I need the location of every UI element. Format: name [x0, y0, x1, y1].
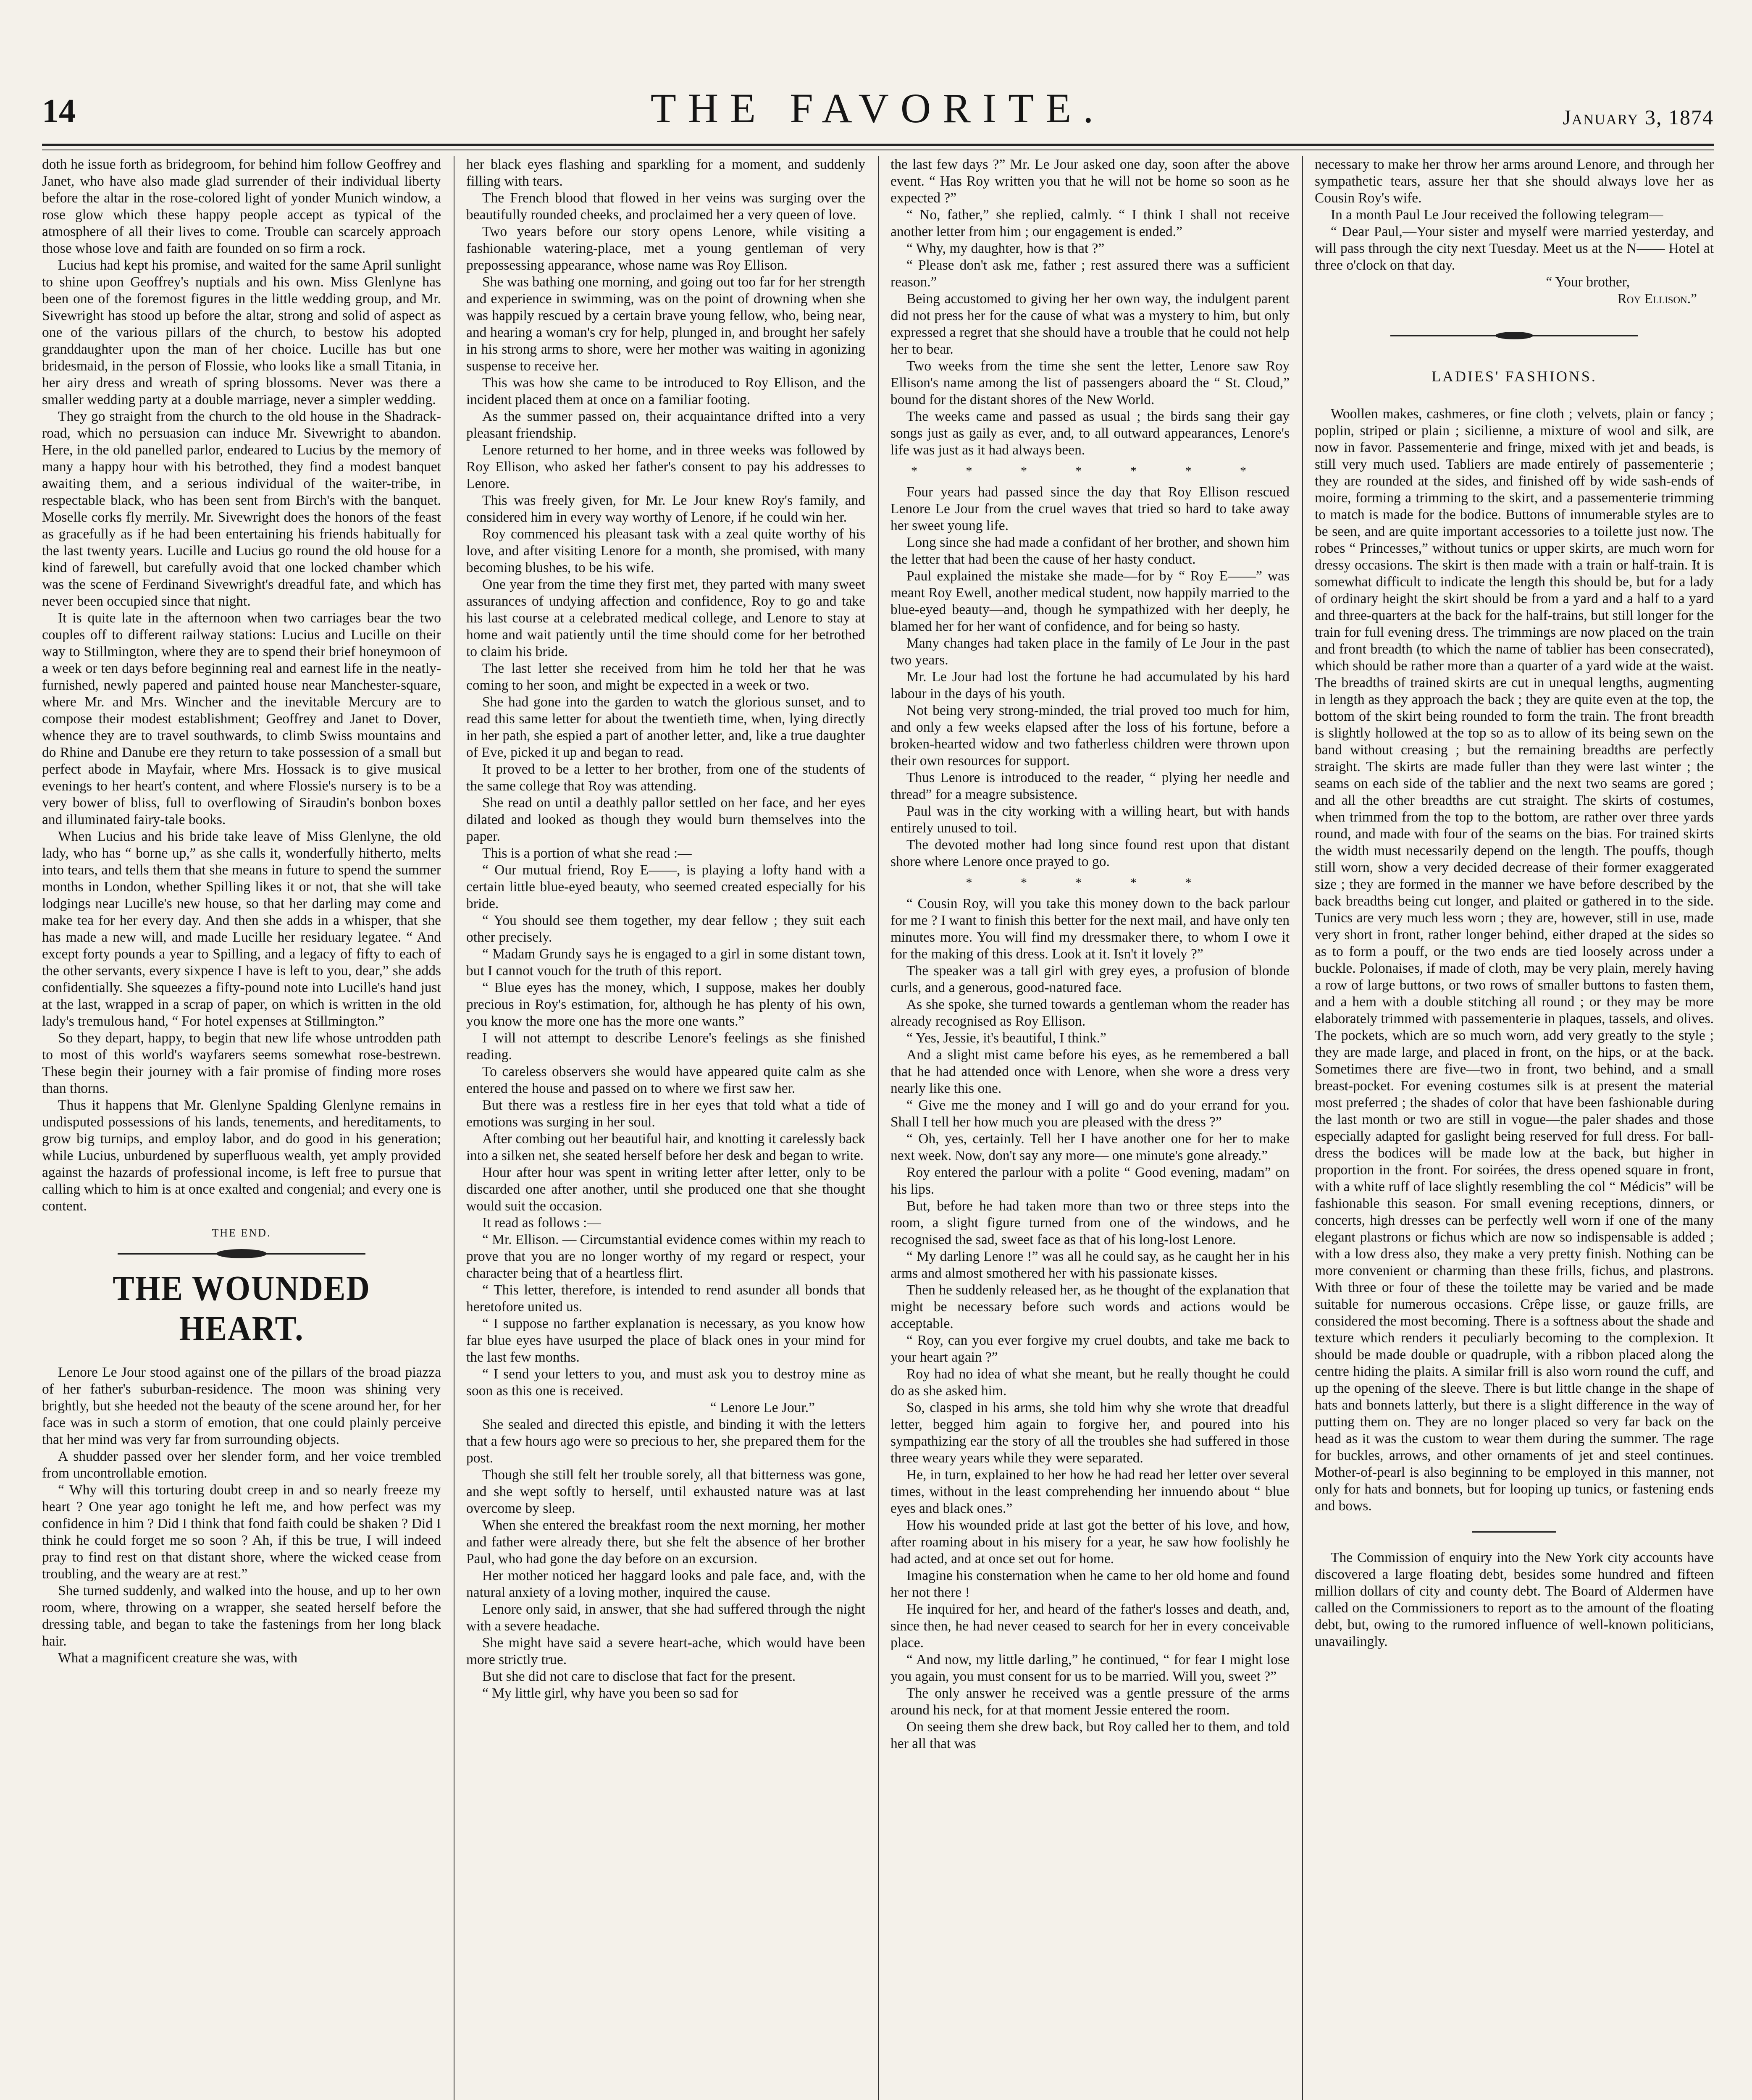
paragraph: On seeing them she drew back, but Roy called her to them, and told her all that was [890, 1719, 1290, 1751]
paragraph: Though she still felt her trouble sorely, all that bitterness was gone, and she wept softly to herself, until exhausted nature was at last overcome by sleep. [466, 1467, 865, 1516]
paragraph: I will not attempt to describe Lenore's feelings as she finished reading. [466, 1030, 865, 1063]
paragraph: Two weeks from the time she sent the letter, Lenore saw Roy Ellison's name among the list of passengers aboard the “ St. Cloud,” bound for the distant shores of the New World. [890, 358, 1290, 407]
paragraph: Paul explained the mistake she made—for by “ Roy E——” was meant Roy Ewell, another medical student, now happily married to the blue-eyed beauty—and, though he sympathized with her deeply, he blamed her for her want of confidence, and for being so hasty. [890, 568, 1290, 634]
telegram-text: “ Dear Paul,—Your sister and myself were married yesterday, and will pass through the city next Tuesday. Meet us at the N—— Hotel at three o'clock on that day. [1315, 224, 1714, 273]
paragraph: Long since she had made a confidant of her brother, and shown him the letter that had been the cause of her hasty conduct. [890, 535, 1290, 567]
telegram-signature: Roy Ellison.” [1617, 291, 1697, 307]
fashion-article: Woollen makes, cashmeres, or fine cloth ; velvets, plain or fancy ; poplin, striped or plain ; sicilienne, a mixture of wool and silk, are now in favor. Passementerie and fringe, mixed with jet and beads, is still very much used. Tabliers are made entirely of passementerie ; they are rounded at the sides, and finished off by wide sash-ends of moire, forming a trimming to the skirt, and a passementerie trimming to match is made for the bodice. Buttons of innumerable styles are to be seen, and are quite important accessories to a toilette just now. The robes “ Princesses,” without tunics or upper skirts, are much worn for dressy occasions. The skirt is then made with a train or half-train. It is somewhat difficult to indicate the length this should be, but for a lady of ordinary height the skirt should be from a yard and a half to a yard and three-quarters at the back for the half-trains, but still longer for the train for full evening dress. The trimmings are now placed on the train and front breadth (to which the name of tablier has been consecrated), which should be rather more than a quarter of a yard wide at the waist. The breadths of trained skirts are cut in unequal lengths, augmenting in length as they approach the back ; they are quite even at the top, the bottom of the skirt being rounded to form the train. The front breadth is slightly hollowed at the top so as to allow of its being sewn on the band without creasing ; but the remaining breadths are perfectly straight. The skirts are made fuller than they were last winter ; the seams on each side of the tablier and the next two seams are gored ; and all the other breadths are cut straight. The skirts of costumes, when trimmed from the top to the bottom, are rather over three yards round, and made with four of the seams on the bias. For trained skirts the width must necessarily depend on the length. The pouffs, though still worn, show a very decided decrease of their former exaggerated size ; they are formed in the manner we have before described by the back breadths being cut longer, and plaited or gathered in to the side. Tunics are very much less worn ; they are, however, still in use, made very short in front, rather longer behind, either draped at the sides so as to form a pouff, or the two ends are tied loosely across under a buckle. Polonaises, if made of cloth, may be very plain, merely having a row of large buttons, or two rows of smaller buttons to fasten them, and a hem with a double stitching all round ; or they may be more elaborately trimmed with passementerie in plaques, tassels, and olives. The pockets, which are so much worn, add very greatly to the style ; they are made large, and placed in front, on the hips, or at the back. Sometimes there are five—two in front, two behind, and a small breast-pocket. For evening costumes silk is at present the material most preferred ; the shades of color that have been fashionable during the last month or two are still in vogue—the paler shades and those especially adapted for gaslight being reserved for full dress. For ball-dress the bodices will be made low at the back, but higher in proportion in the front. For soirées, the dress opened square in front, with a white ruff of lace slightly resembling the col “ Médicis” will be fashionable this season. For small evening receptions, dinners, or concerts, high dresses can be perfectly well worn if one of the many elegant plastrons or fichus which are now so indispensable is added ; with a low dress also, they make a very pretty finish. Nothing can be more convenient or charming than these frills, fichus, and plastrons. With three or four of these the toilette may be varied and be made suitable for numerous occasions. Crêpe lisse, or gauze frills, are considered the most becoming. There is a softness about the shade and texture which renders it peculiarly becoming to the complexion. It should be made double or quadruple, with a ribbon placed along the centre hiding the plaits. A similar frill is also worn round the cuff, and up the opening of the sleeve. There is but little change in the shape of hats and bonnets latterly, but there is a slight difference in the way of putting them on. They are no longer placed so very far back on the head as it was the custom to wear them during the summer. The rage for buckles, arrows, and other ornaments of jet and steel continues. Mother-of-pearl is also beginning to be employed in this manner, not only for hats and bonnets, but for looping up tunics, or fastening ends and bows. [1315, 406, 1714, 1514]
ornamental-rule [42, 1247, 441, 1261]
paragraph: Roy commenced his pleasant task with a zeal quite worthy of his love, and after visiting Lenore for a month, she promised, with many becoming blushes, to be his wife. [466, 526, 865, 575]
paragraph: But, before he had taken more than two or three steps into the room, a slight figure turned from one of the windows, and he recognised the sad, sweet face as that of his long-lost Lenore. [890, 1198, 1290, 1247]
paragraph: the last few days ?” Mr. Le Jour asked one day, soon after the above event. “ Has Roy written you that he will not be home so soon as he expected ?” [890, 157, 1290, 206]
paragraph: “ Blue eyes has the money, which, I suppose, makes her doubly precious in Roy's estimation, for, although he has plenty of his own, you know the more one has the more one wants.” [466, 980, 865, 1029]
masthead-rule [42, 144, 1714, 150]
paragraph: “ Give me the money and I will go and do your errand for you. Shall I tell her how much you are pleased with the dress ?” [890, 1097, 1290, 1130]
paragraph: “ Roy, can you ever forgive my cruel doubts, and take me back to your heart again ?” [890, 1333, 1290, 1365]
paragraph: “ My little girl, why have you been so sad for [482, 1685, 738, 1701]
paragraph: “ Mr. Ellison. — Circumstantial evidence comes within my reach to prove that you are no longer worthy of my regard or respect, your character being that of a heartless flirt. [466, 1232, 865, 1281]
paragraph: He, in turn, explained to her how he had read her letter over several times, without in the least comprehending her innuendo about “ blue eyes and black ones.” [890, 1467, 1290, 1516]
paragraph: “ No, father,” she replied, calmly. “ I think I shall not receive another letter from him ; our engagement is ended.” [890, 207, 1290, 239]
paragraph: Imagine his consternation when he came to her old home and found her not there ! [890, 1568, 1290, 1600]
paragraph: “ You should see them together, my dear fellow ; they suit each other precisely. [466, 913, 865, 945]
paragraph: “ I suppose no farther explanation is necessary, as you know how far blue eyes have usurped the place of black ones in your mind for the last few months. [466, 1316, 865, 1365]
paragraph: The only answer he received was a gentle pressure of the arms around his neck, for at that moment Jessie entered the room. [890, 1685, 1290, 1718]
column-divider [878, 156, 879, 2100]
column-3 [890, 156, 1290, 2100]
paragraph: The last letter she received from him he told her that he was coming to her soon, and might be expected in a week or two. [466, 661, 865, 693]
paragraph: Roy entered the parlour with a polite “ Good evening, madam” on his lips. [890, 1165, 1290, 1197]
paragraph: She turned suddenly, and walked into the house, and up to her own room, where, throwing on a wrapper, she seated herself before the dressing table, and began to take the fastenings from her long black hair. [42, 1583, 441, 1649]
ornamental-rule [1315, 328, 1714, 343]
letter-signature: “ Lenore Le Jour.” [710, 1400, 815, 1415]
paragraph: Lenore returned to her home, and in three weeks was followed by Roy Ellison, who asked her father's consent to pay his addresses to Lenore. [466, 442, 865, 491]
paragraph: They go straight from the church to the old house in the Shadrack-road, which no persuasion can induce Mr. Sivewright to abandon. Here, in the old panelled parlor, endeared to Lucius by the memory of many a happy hour with his betrothed, they find a modest banquet awaiting them, and a serious individual of the waiter-tribe, in respectable black, who has been sent from Birch's with the banquet. Moselle corks fly merrily. Mr. Sivewright does the honors of the feast as gracefully as if he had been entertaining his friends habitually for the last twenty years. Lucille and Lucius go round the old house for a kind of farewell, but carefully avoid that one locked chamber which was the scene of Ferdinand Sivewright's dreadful fate, and which has never been occupied since that night. [42, 409, 441, 609]
paragraph: Mr. Le Jour had lost the fortune he had accumulated by his hard labour in the days of his youth. [890, 669, 1290, 701]
section-break-stars: * * * * * [966, 876, 1214, 890]
paragraph: A shudder passed over her slender form, and her voice trembled from uncontrollable emotion. [42, 1449, 441, 1481]
paragraph: “ My darling Lenore !” was all he could say, as he caught her in his arms and almost smothered her with his passionate kisses. [890, 1249, 1290, 1281]
paragraph: The devoted mother had long since found rest upon that distant shore where Lenore once prayed to go. [890, 837, 1290, 869]
paragraph: Two years before our story opens Lenore, while visiting a fashionable watering-place, met a young gentleman of very prepossessing appearance, whose name was Roy Ellison. [466, 224, 865, 273]
paragraph: As she spoke, she turned towards a gentleman whom the reader has already recognised as Roy Ellison. [890, 997, 1290, 1029]
paragraph: Four years had passed since the day that Roy Ellison rescued Lenore Le Jour from the cruel waves that tried so hard to take away her sweet young life. [890, 484, 1290, 533]
paragraph: Paul was in the city working with a willing heart, but with hands entirely unused to toil. [890, 803, 1290, 836]
newspaper-title: THE FAVORITE. [650, 85, 1106, 131]
column-4 [1315, 156, 1714, 2100]
paragraph: She sealed and directed this epistle, and binding it with the letters that a few hours ago were so precious to her, she prepared them for the post. [466, 1417, 865, 1466]
paragraph: Then he suddenly released her, as he thought of the explanation that might be necessary before such words and actions would be acceptable. [890, 1282, 1290, 1331]
paragraph: The French blood that flowed in her veins was surging over the beautifully rounded cheeks, and proclaimed her a very queen of love. [466, 190, 865, 223]
paragraph: In a month Paul Le Jour received the following telegram— [1331, 207, 1663, 223]
paragraph: She had gone into the garden to watch the glorious sunset, and to read this same letter for about the twentieth time, when, lying directly in her path, she espied a part of another letter, and, like a true daughter of Eve, picked it up and began to read. [466, 694, 865, 760]
paragraph: “ Madam Grundy says he is engaged to a girl in some distant town, but I cannot vouch for the truth of this report. [466, 946, 865, 979]
paragraph: But she did not care to disclose that fact for the present. [482, 1669, 796, 1684]
paragraph: And a slight mist came before his eyes, as he remembered a ball that he had attended once with Lenore, when she wore a dress very nearly like this one. [890, 1047, 1290, 1096]
paragraph: Not being very strong-minded, the trial proved too much for him, and only a few weeks elapsed after the loss of his fortune, before a broken-hearted widow and two fatherless children were thrown upon their own resources for support. [890, 703, 1290, 769]
paragraph: necessary to make her throw her arms around Lenore, and through her sympathetic tears, assure her that she should always love her as Cousin Roy's wife. [1315, 157, 1714, 206]
paragraph: Her mother noticed her haggard looks and pale face, and, with the natural anxiety of a loving mother, inquired the cause. [466, 1568, 865, 1600]
paragraph: “ I send your letters to you, and must ask you to destroy mine as soon as this one is received. [466, 1366, 865, 1399]
paragraph: After combing out her beautiful hair, and knotting it carelessly back into a silken net, she seated herself before her desk and began to write. [466, 1131, 865, 1163]
paragraph: “ Please don't ask me, father ; rest assured there was a sufficient reason.” [890, 257, 1290, 290]
paragraph: Lenore only said, in answer, that she had suffered through the night with a severe headache. [466, 1601, 865, 1634]
telegram-closing: “ Your brother, [1546, 274, 1630, 290]
news-item: The Commission of enquiry into the New York city accounts have discovered a large floating debt, besides some hundred and fifteen million dollars of city and county debt. The Board of Aldermen have called on the Commissioners to report as to the amount of the floating debt, but, owing to the rumored influence of well-known politicians, unavailingly. [1315, 1550, 1714, 1649]
paragraph: When she entered the breakfast room the next morning, her mother and father were already there, but she felt the absence of her brother Paul, who had gone the day before on an excursion. [466, 1517, 865, 1567]
paragraph: Thus Lenore is introduced to the reader, “ plying her needle and thread” for a meagre subsistence. [890, 770, 1290, 802]
paragraph: This was freely given, for Mr. Le Jour knew Roy's family, and considered him in every way worthy of Lenore, if he could win her. [466, 493, 865, 525]
column-2 [466, 156, 865, 2100]
story-end-label: THE END. [212, 1227, 271, 1239]
paragraph: Roy had no idea of what she meant, but he really thought he could do as she asked him. [890, 1366, 1290, 1399]
paragraph: her black eyes flashing and sparkling for a moment, and suddenly filling with tears. [466, 157, 865, 189]
paragraph: “ Why will this torturing doubt creep in and so nearly freeze my heart ? One year ago tonight he left me, and how perfect was my confidence in him ? Did I think that fond faith could be shaken ? Did I think he could forget me so soon ? Ah, if this be true, I will indeed pray to find rest on that distant shore, where the wicked cease from troubling, and the weary are at rest.” [42, 1482, 441, 1582]
paragraph: This is a portion of what she read :— [482, 845, 692, 861]
paragraph: It read as follows :— [482, 1215, 601, 1231]
paragraph: “ And now, my little darling,” he continued, “ for fear I might lose you again, you must consent for us to be married. Will you, sweet ?” [890, 1652, 1290, 1684]
paragraph: She read on until a deathly pallor settled on her face, and her eyes dilated and looked as though they would burn themselves into the paper. [466, 795, 865, 844]
page-columns [42, 156, 1714, 2100]
page-number: 14 [42, 93, 76, 130]
paragraph: “ Cousin Roy, will you take this money down to the back parlour for me ? I want to finish this better for the next mail, and have only ten minutes more. You will find my dressmaker there, to whom I owe it for the making of this dress. Look at it. Isn't it lovely ?” [890, 896, 1290, 962]
paragraph: To careless observers she would have appeared quite calm as she entered the house and passed on to where we first saw her. [466, 1064, 865, 1096]
paragraph: What a magnificent creature she was, with [58, 1650, 298, 1666]
paragraph: “ Oh, yes, certainly. Tell her I have another one for her to make next week. Now, don't say any more— one minute's gone already.” [890, 1131, 1290, 1163]
paragraph: So, clasped in his arms, she told him why she wrote that dreadful letter, begged him again to forgive her, and poured into his sympathizing ear the story of all the troubles she had suffered in those three weary years while they were separated. [890, 1400, 1290, 1466]
paragraph: She might have said a severe heart-ache, which would have been more strictly true. [466, 1635, 865, 1667]
paragraph: Hour after hour was spent in writing letter after letter, only to be discarded one after another, until she produced one that she thought would suit the occasion. [466, 1165, 865, 1214]
story-title: THE WOUNDED HEART. [113, 1269, 370, 1348]
paragraph: But there was a restless fire in her eyes that told what a tide of emotions was surging in her soul. [466, 1097, 865, 1130]
paragraph: “ This letter, therefore, is intended to rend asunder all bonds that heretofore united us. [466, 1282, 865, 1315]
paragraph: She was bathing one morning, and going out too far for her strength and experience in swimming, was on the point of drowning when she was happily rescued by a certain brave young fellow, who, being near, and hearing a woman's cry for help, plunged in, and brought her safely in his strong arms to shore, were her mother was waiting in agonizing suspense to receive her. [466, 274, 865, 374]
paragraph: This was how she came to be introduced to Roy Ellison, and the incident placed them at once on a familiar footing. [466, 375, 865, 407]
separator-rule [1472, 1531, 1556, 1533]
paragraph: “ Yes, Jessie, it's beautiful, I think.” [906, 1030, 1106, 1046]
paragraph: One year from the time they first met, they parted with many sweet assurances of undying affection and confidence, Roy to go and take his last course at a celebrated medical college, and Lenore to stay at home and wait patiently until the time should come for her betrothed to claim his bride. [466, 577, 865, 659]
section-break-stars: * * * * * * * [911, 464, 1269, 478]
paragraph: He inquired for her, and heard of the father's losses and death, and, since then, he had never ceased to search for her in every conceivable place. [890, 1601, 1290, 1651]
column-1 [42, 156, 441, 2100]
paragraph: When Lucius and his bride take leave of Miss Glenlyne, the old lady, who has “ borne up,” as she calls it, wonderfully hitherto, melts into tears, and tells them that she means in future to spend the summer months in London, whether Spilling likes it or not, that she will take lodgings near Lucille's new house, so that her darling may come and make tea for her every day. And then she adds in a whisper, that she has made a new will, and made Lucille her residuary legatee. “ And except forty pounds a year to Spilling, and a legacy of fifty to each of the other servants, every sixpence I have is left to you, dear,” she adds confidentially. She squeezes a fifty-pound note into Lucille's hand just at the last, wrapped in a scrap of paper, on which is written in the old lady's tremulous hand, “ For hotel expenses at Stillmington.” [42, 829, 441, 1029]
paragraph: The weeks came and passed as usual ; the birds sang their gay songs just as gaily as ever, and, to all outward appearances, Lenore's life was just as it had always been. [890, 409, 1290, 458]
paragraph: So they depart, happy, to begin that new life whose untrodden path to most of this world's wayfarers seems somewhat rose-bestrewn. These begin their journey with a fair promise of finding more roses than thorns. [42, 1030, 441, 1096]
column-divider [1302, 156, 1303, 2100]
paragraph: “ Why, my daughter, how is that ?” [906, 241, 1105, 256]
paragraph: Many changes had taken place in the family of Le Jour in the past two years. [890, 635, 1290, 668]
paragraph: The speaker was a tall girl with grey eyes, a profusion of blonde curls, and a generous, good-natured face. [890, 963, 1290, 995]
paragraph: Being accustomed to giving her her own way, the indulgent parent did not press her for the cause of what was a mystery to him, but only expressed a regret that she should have a trouble that he could not help her to bear. [890, 291, 1290, 357]
paragraph: Lucius had kept his promise, and waited for the same April sunlight to shine upon Geoffrey's nuptials and his own. Miss Glenlyne has been one of the foremost figures in the little wedding group, and Mr. Sivewright has stood up before the altar, strong and solid of aspect as one of the various pillars of the church, to bestow his adopted granddaughter upon the man of her choice. Lucille has but one bridesmaid, in the person of Flossie, who looks like a small Titania, in her airy dress and wreath of spring blossoms. Never was there a smaller wedding party at a double marriage, never a simpler wedding. [42, 257, 441, 407]
paragraph: It is quite late in the afternoon when two carriages bear the two couples off to different railway stations: Lucius and Lucille on their way to Stillmington, where they are to spend their brief honeymoon of a week or ten days before beginning real and earnest life in the neatly-furnished, newly papered and painted house near Manchester-square, where Mr. and Mrs. Wincher and the inevitable Mercury are to compose their modest establishment; Geoffrey and Janet to Dover, whence they are to travel southwards, to climb Swiss mountains and do Rhine and Danube ere they return to take possession of a small but perfect abode in Mayfair, where Mrs. Hossack is to give musical evenings to her heart's content, and where Flossie's nursery is to be a very bower of bliss, full to overflowing of Siraudin's bonbon boxes and illuminated fairy-tale books. [42, 610, 441, 827]
paragraph: It proved to be a letter to her brother, from one of the students of the same college that Roy was attending. [466, 761, 865, 794]
paragraph: Thus it happens that Mr. Glenlyne Spalding Glenlyne remains in undisputed possessions of his lands, tenements, and hereditaments, to grow big turnips, and employ labor, and do good in his generation; while Lucius, unburdened by superfluous wealth, yet amply provided against the hazards of professional income, is left free to pursue that calling which to him is at once exalted and congenial; and every one is content. [42, 1097, 441, 1214]
paragraph: Lenore Le Jour stood against one of the pillars of the broad piazza of her father's suburban-residence. The moon was shining very brightly, but she heeded not the beauty of the scene around her, for her face was in such a storm of emotion, that one could plainly perceive that her mind was very far from surrounding objects. [42, 1365, 441, 1447]
paragraph: doth he issue forth as bridegroom, for behind him follow Geoffrey and Janet, who have also made glad surrender of their individual liberty before the altar in the rose-colored light of yonder Munich window, a rose glow which these happy people accept as typical of the atmosphere of all their lives to come. Trouble can scarcely approach those whose love and faith are founded on so firm a rock. [42, 157, 441, 256]
masthead [42, 84, 1714, 147]
paragraph: “ Our mutual friend, Roy E——, is playing a lofty hand with a certain little blue-eyed beauty, who seemed created especially for his bride. [466, 862, 865, 911]
paragraph: As the summer passed on, their acquaintance drifted into a very pleasant friendship. [466, 409, 865, 441]
paragraph: How his wounded pride at last got the better of his love, and how, after roaming about in his misery for a year, he saw how foolishly he had acted, and at once set out for home. [890, 1517, 1290, 1567]
issue-date: January 3, 1874 [1563, 105, 1714, 129]
section-title: LADIES' FASHIONS. [1432, 368, 1597, 385]
